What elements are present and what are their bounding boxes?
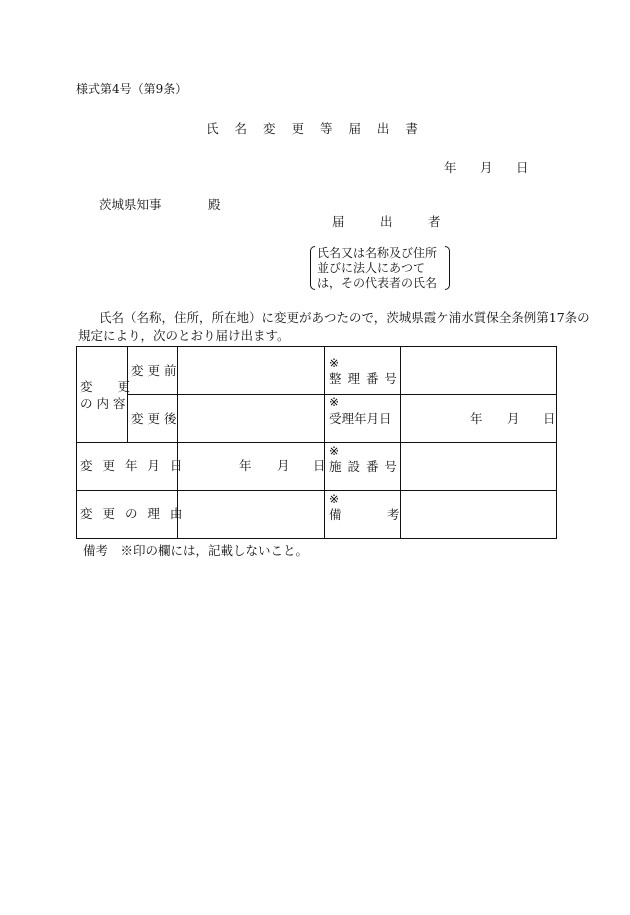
applicant-label-1: 届 — [332, 214, 345, 229]
received-date-month: 月 — [507, 411, 520, 426]
change-date-month: 月 — [277, 458, 290, 473]
office-use-mark: ※ — [329, 444, 340, 458]
office-use-mark: ※ — [329, 492, 340, 506]
note-line-3: は，その代表者の氏名 — [317, 276, 438, 290]
change-content-label-bottom: の 内 容 — [80, 396, 126, 411]
row-divider-3 — [76, 490, 557, 491]
applicant-label-3: 者 — [428, 214, 441, 229]
change-date-label: 変 更 年 月 日 — [80, 458, 186, 473]
reference-number-label: 整 理 番 号 — [329, 371, 398, 386]
footer-note: 備考 ※印の欄には，記載しないこと。 — [83, 543, 309, 558]
note-line-1: 氏名又は名称及び住所 — [317, 246, 438, 260]
col-divider-3 — [324, 346, 325, 539]
document-title: 氏 名 変 更 等 届 出 書 — [206, 121, 424, 136]
change-form-table — [76, 346, 557, 539]
row-divider-1 — [127, 394, 557, 395]
form-number-label: 様式第4号（第9条） — [76, 82, 188, 96]
remarks-label-left: 備 — [329, 507, 342, 522]
remarks-label-right: 考 — [387, 507, 400, 522]
change-after-label: 変 更 後 — [131, 411, 177, 426]
col-divider-1 — [127, 346, 128, 443]
change-before-label: 変 更 前 — [131, 363, 177, 378]
received-date-label: 受理年月日 — [329, 411, 392, 426]
applicant-label-2: 出 — [380, 214, 393, 229]
table-border-top — [76, 346, 557, 347]
right-bracket — [445, 246, 450, 290]
note-line-2: 並びに法人にあつて — [317, 261, 426, 275]
change-date-day: 日 — [313, 458, 326, 473]
table-border-bottom — [76, 538, 557, 539]
honorific: 殿 — [208, 197, 221, 212]
change-content-label-top: 変 更 — [80, 379, 131, 394]
body-text-line-1: 氏名（名称，住所，所在地）に変更があつたので，茨城県霞ケ浦水質保全条例第17条の — [99, 310, 590, 325]
received-date-year: 年 — [470, 411, 483, 426]
change-date-year: 年 — [239, 458, 252, 473]
body-text-line-2: 規定により，次のとおり届け出ます。 — [78, 328, 290, 343]
applicant-name-note — [310, 246, 450, 290]
addressee: 茨城県知事 — [99, 197, 162, 212]
date-day-label: 日 — [516, 160, 529, 175]
office-use-mark: ※ — [329, 395, 340, 409]
date-year-label: 年 — [444, 160, 457, 175]
received-date-day: 日 — [543, 411, 556, 426]
row-divider-2 — [76, 442, 557, 443]
change-reason-label: 変 更 の 理 由 — [80, 506, 186, 521]
col-divider-4 — [400, 346, 401, 539]
left-bracket — [310, 246, 315, 290]
facility-number-label: 施 設 番 号 — [329, 459, 398, 474]
date-month-label: 月 — [480, 160, 493, 175]
office-use-mark: ※ — [329, 356, 340, 370]
